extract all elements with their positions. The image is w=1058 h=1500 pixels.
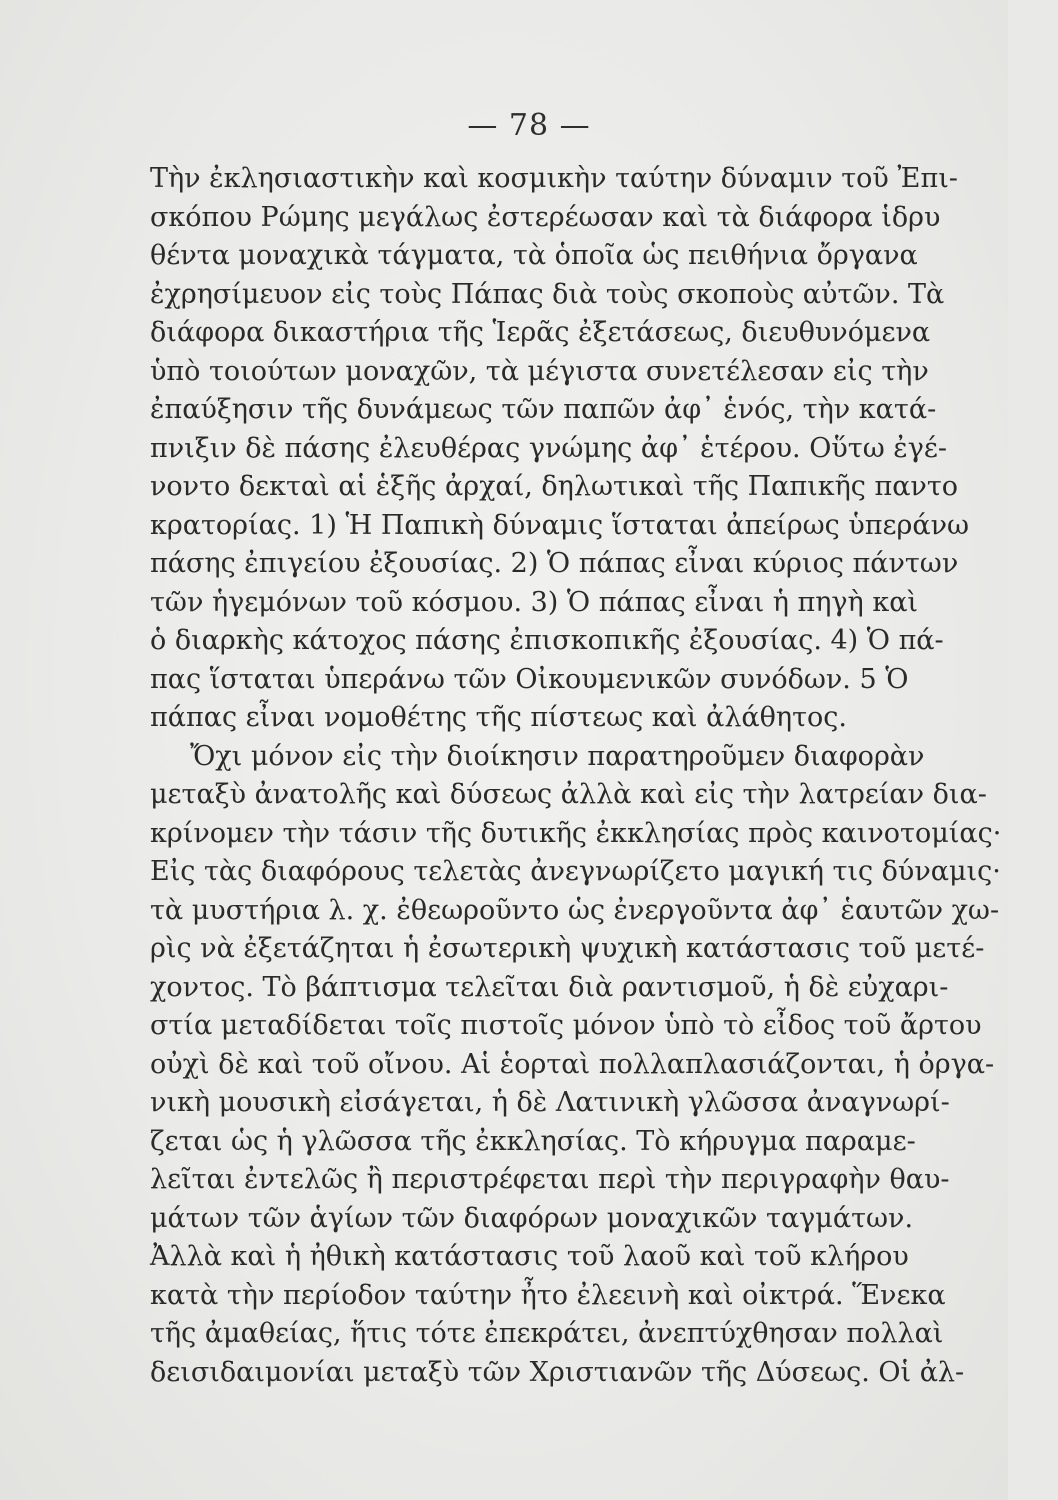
text-line: διάφορα δικαστήρια τῆς Ἱερᾶς ἐξετάσεως, διευθυνόμενα [150, 317, 931, 348]
text-line: πάπας εἶναι νομοθέτης τῆς πίστεως καὶ ἀλάθητος. [150, 702, 847, 733]
text-line: Εἰς τὰς διαφόρους τελετὰς ἀνεγνωρίζετο μαγική τις δύναμις· [150, 856, 1001, 887]
text-line: νοντο δεκταὶ αἱ ἑξῆς ἀρχαί, δηλωτικαὶ τῆς Παπικῆς παντο [150, 471, 959, 502]
text-line: νικὴ μουσικὴ εἰσάγεται, ἡ δὲ Λατινικὴ γλῶσσα ἀναγνωρί- [150, 1087, 950, 1118]
text-line: ἐπαύξησιν τῆς δυνάμεως τῶν παπῶν ἀφ᾽ ἑνός, τὴν κατά- [150, 394, 937, 425]
text-line: σκόπου Ρώμης μεγάλως ἐστερέωσαν καὶ τὰ διάφορα ἱδρυ [150, 201, 941, 233]
text-line: ὑπὸ τοιούτων μοναχῶν, τὰ μέγιστα συνετέλεσαν εἰς τὴν [150, 355, 929, 387]
text-line: πας ἵσταται ὑπεράνω τῶν Οἰκουμενικῶν συνόδων. 5 Ὁ [150, 663, 909, 695]
text-line: τῶν ἡγεμόνων τοῦ κόσμου. 3) Ὁ πάπας εἶναι ἡ πηγὴ καὶ [150, 586, 919, 618]
page-number: — 78 — [467, 108, 591, 143]
text-line: ὁ διαρκὴς κάτοχος πάσης ἐπισκοπικῆς ἐξουσίας. 4) Ὁ πά- [150, 625, 944, 656]
body-text [150, 160, 1002, 1392]
text-line: τῆς ἀμαθείας, ἥτις τότε ἐπεκράτει, ἀνεπτύχθησαν πολλαὶ [150, 1318, 944, 1349]
text-line: ἐχρησίμευον εἰς τοὺς Πάπας διὰ τοὺς σκοποὺς αὐτῶν. Τὰ [150, 278, 945, 310]
text-line: λεῖται ἐντελῶς ἢ περιστρέφεται περὶ τὴν περιγραφὴν θαυ- [150, 1164, 950, 1195]
text-line: στία μεταδίδεται τοῖς πιστοῖς μόνον ὑπὸ τὸ εἶδος τοῦ ἄρτου [150, 1010, 982, 1041]
text-line: κρατορίας. 1) Ἡ Παπικὴ δύναμις ἵσταται ἀπείρως ὑπεράνω [150, 509, 970, 541]
text-line: μεταξὺ ἀνατολῆς καὶ δύσεως ἀλλὰ καὶ εἰς τὴν λατρείαν δια- [150, 779, 987, 810]
text-line: πάσης ἐπιγείου ἐξουσίας. 2) Ὁ πάπας εἶναι κύριος πάντων [150, 548, 959, 579]
text-line: κατὰ τὴν περίοδον ταύτην ἦτο ἐλεεινὴ καὶ οἰκτρά. Ἕνεκα [150, 1279, 946, 1311]
text-line: μάτων τῶν ἁγίων τῶν διαφόρων μοναχικῶν ταγμάτων. [150, 1202, 914, 1234]
paragraph-start-line: Ὄχι μόνον εἰς τὴν διοίκησιν παρατηροῦμεν διαφορὰν [190, 740, 925, 772]
text-line: ρὶς νὰ ἐξετάζηται ἡ ἐσωτερικὴ ψυχικὴ κατάστασις τοῦ μετέ- [150, 933, 985, 964]
text-line: οὐχὶ δὲ καὶ τοῦ οἴνου. Αἱ ἑορταὶ πολλαπλασιάζονται, ἡ ὀργα- [150, 1048, 995, 1080]
text-line: ζεται ὡς ἡ γλῶσσα τῆς ἐκκλησίας. Τὸ κήρυγμα παραμε- [150, 1125, 916, 1157]
text-line: τὰ μυστήρια λ. χ. ἐθεωροῦντο ὡς ἐνεργοῦντα ἀφ᾽ ἑαυτῶν χω- [150, 894, 1000, 926]
text-line: δεισιδαιμονίαι μεταξὺ τῶν Χριστιανῶν τῆς Δύσεως. Οἱ ἀλ- [150, 1356, 965, 1388]
text-line: Ἀλλὰ καὶ ἡ ἠθικὴ κατάστασις τοῦ λαοῦ καὶ τοῦ κλήρου [150, 1241, 909, 1272]
text-line: χοντος. Τὸ βάπτισμα τελεῖται διὰ ραντισμοῦ, ἡ δὲ εὐχαρι- [150, 971, 949, 1003]
text-line: πνιξιν δὲ πάσης ἐλευθέρας γνώμης ἀφ᾽ ἑτέρου. Οὕτω ἐγέ- [150, 432, 948, 464]
text-line: θέντα μοναχικὰ τάγματα, τὰ ὁποῖα ὡς πειθήνια ὄργανα [150, 240, 918, 271]
text-line: Τὴν ἐκλησιαστικὴν καὶ κοσμικὴν ταύτην δύναμιν τοῦ Ἐπι- [150, 163, 958, 194]
text-line: κρίνομεν τὴν τάσιν τῆς δυτικῆς ἐκκλησίας πρὸς καινοτομίας· [150, 817, 1002, 849]
